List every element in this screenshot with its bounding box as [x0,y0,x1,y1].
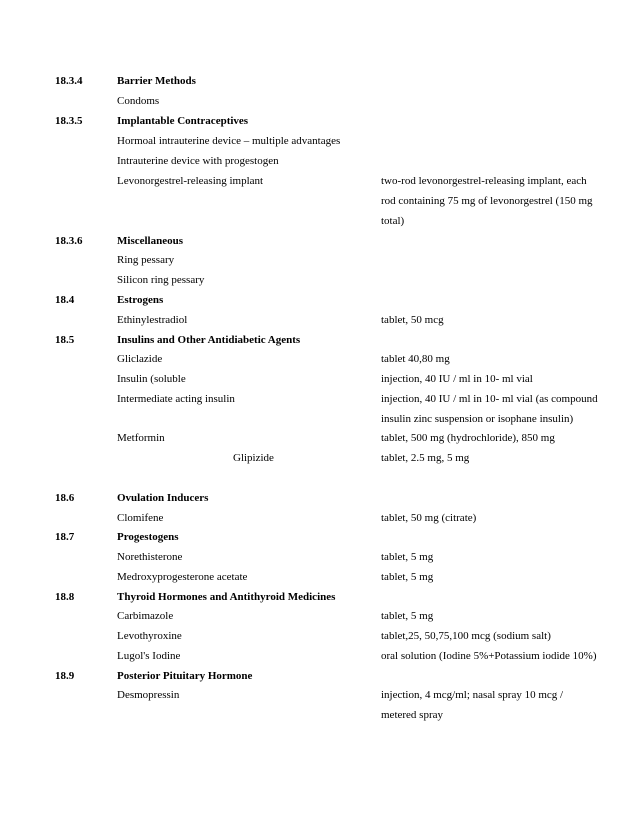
dosage-form: injection, 40 IU / ml in 10- ml vial [381,373,533,385]
section-title: Progestogens [117,531,179,543]
medicine-name: Desmopressin [117,689,180,701]
section-number: 18.3.4 [55,75,83,87]
medicine-name: Ring pessary [117,254,175,266]
medicine-name: Insulin (soluble [117,373,186,385]
medicine-name: Medroxyprogesterone acetate [117,571,248,583]
medicine-name: Glipizide [233,452,274,464]
section-title: Insulins and Other Antidiabetic Agents [117,334,301,346]
section-number: 18.5 [55,334,75,346]
section-number: 18.3.5 [55,115,83,127]
dosage-form: tablet, 5 mg [381,571,434,583]
dosage-form: metered spray [381,709,443,721]
section-number: 18.6 [55,492,75,504]
section-number: 18.9 [55,670,75,682]
dosage-form: tablet, 50 mcg [381,314,444,326]
dosage-form: tablet,25, 50,75,100 mcg (sodium salt) [381,630,551,642]
section-number: 18.7 [55,531,75,543]
medicine-name: Clomifene [117,512,164,524]
section-title: Thyroid Hormones and Antithyroid Medicines [117,591,336,603]
dosage-form: tablet, 5 mg [381,610,434,622]
medicine-name: Ethinylestradiol [117,314,188,326]
section-title: Miscellaneous [117,235,183,247]
dosage-form: two-rod levonorgestrel-releasing implant, each [381,175,587,187]
section-number: 18.4 [55,294,75,306]
section-title: Posterior Pituitary Hormone [117,670,253,682]
medicine-name: Metformin [117,432,165,444]
dosage-form: rod containing 75 mg of levonorgestrel (150 mg [381,195,593,207]
dosage-form: injection, 40 IU / ml in 10- ml vial (as compound [381,393,598,405]
dosage-form: tablet 40,80 mg [381,353,450,365]
medicine-name: Condoms [117,95,160,107]
dosage-form: total) [381,215,405,227]
dosage-form: oral solution (Iodine 5%+Potassium iodide 10%) [381,650,597,662]
dosage-form: insulin zinc suspension or isophane insulin) [381,413,574,425]
medicine-name: Hormoal intrauterine device – multiple advantages [117,135,341,147]
medicine-name: Carbimazole [117,610,174,622]
section-title: Barrier Methods [117,75,196,87]
medicine-name: Levothyroxine [117,630,182,642]
medicine-name: Norethisterone [117,551,183,563]
dosage-form: tablet, 5 mg [381,551,434,563]
medicine-name: Intermediate acting insulin [117,393,235,405]
medicine-name: Gliclazide [117,353,163,365]
medicine-name: Lugol's Iodine [117,650,181,662]
section-title: Implantable Contraceptives [117,115,249,127]
dosage-form: tablet, 50 mg (citrate) [381,512,477,524]
dosage-form: tablet, 500 mg (hydrochloride), 850 mg [381,432,555,444]
section-title: Estrogens [117,294,164,306]
dosage-form: injection, 4 mcg/ml; nasal spray 10 mcg / [381,689,564,701]
section-title: Ovulation Inducers [117,492,209,504]
dosage-form: tablet, 2.5 mg, 5 mg [381,452,470,464]
medicine-name: Silicon ring pessary [117,274,205,286]
section-number: 18.8 [55,591,75,603]
medicine-name: Intrauterine device with progestogen [117,155,279,167]
medicine-name: Levonorgestrel-releasing implant [117,175,264,187]
section-number: 18.3.6 [55,235,83,247]
